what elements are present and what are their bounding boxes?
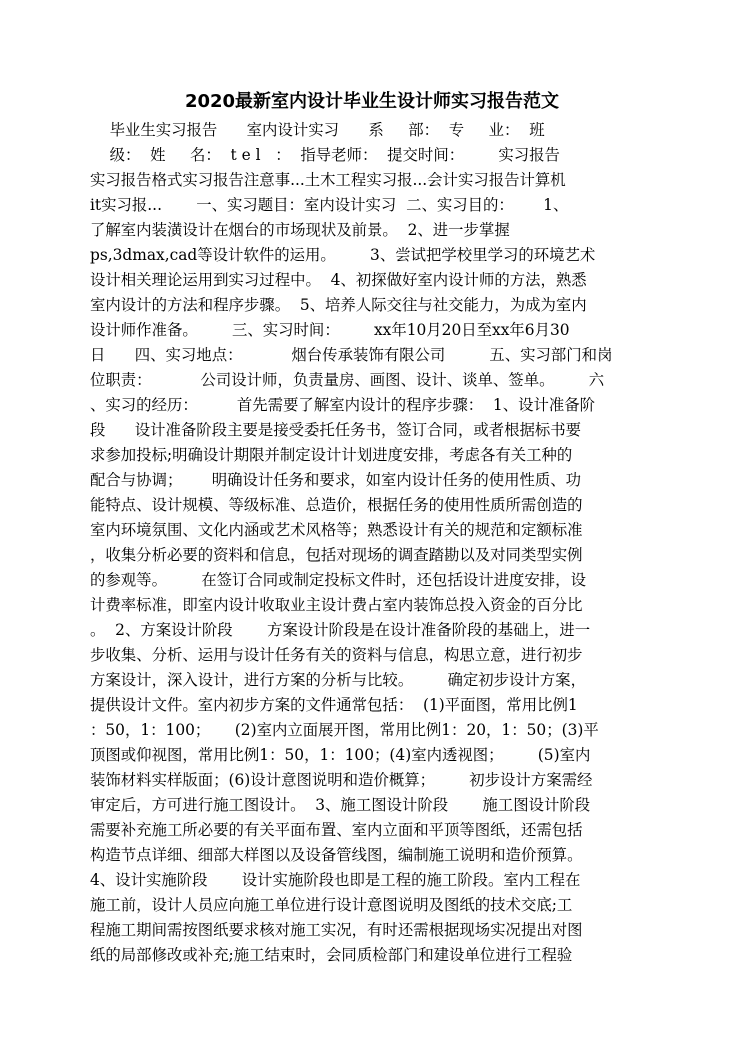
body-line: ，收集分析必要的资料和信息，包括对现场的调查踏勘以及对同类型实例 [90,546,583,564]
body-line: 段 设计准备阶段主要是接受委托任务书，签订合同，或者根据标书要 [90,421,582,439]
body-line: 室内环境氛围、文化内涵或艺术风格等；熟悉设计有关的规范和定额标准 [90,521,583,539]
body-line: 纸的局部修改或补充;施工结束时，会同质检部门和建设单位进行工程验 [90,946,573,964]
body-line: 实习报告格式实习报告注意事...土木工程实习报...会计实习报告计算机 [90,171,566,189]
body-line: 审定后，方可进行施工图设计。 3、施工图设计阶段 施工图设计阶段 [90,796,591,814]
document-title: 2020最新室内设计毕业生设计师实习报告范文 [184,91,560,112]
body-line: 构造节点详细、细部大样图以及设备管线图，编制施工说明和造价预算。 [90,846,583,864]
body-line: 步收集、分析、运用与设计任务有关的资料与信息，构思立意，进行初步 [90,646,583,664]
body-line: 配合与协调； 明确设计任务和要求，如室内设计任务的使用性质、功 [90,471,582,489]
body-line: 级： 姓 名： t e l ： 指导老师： 提交时间： 实习报告 [90,146,560,164]
body-line: ps,3dmax,cad等设计软件的运用。 3、尝试把学校里学习的环境艺术 [90,246,596,264]
body-line: 设计师作准备。 三、实习时间： xx年10月20日至xx年6月30 [90,321,570,339]
body-line: 需要补充施工所必要的有关平面布置、室内立面和平顶等图纸，还需包括 [90,821,583,839]
body-line: 4、设计实施阶段 设计实施阶段也即是工程的施工阶段。室内工程在 [90,871,581,889]
body-line: 位职责： 公司设计师，负责量房、画图、设计、谈单、签单。 六 [90,371,605,389]
body-line: 日 四、实习地点： 烟台传承装饰有限公司 五、实习部门和岗 [90,346,613,364]
body-line: 顶图或仰视图，常用比例1：50，1：100；(4)室内透视图； (5)室内 [90,746,591,764]
body-line: 程施工期间需按图纸要求核对施工实况，有时还需根据现场实况提出对图 [90,921,583,939]
body-line: 施工前，设计人员应向施工单位进行设计意图说明及图纸的技术交底;工 [90,896,573,914]
document-body [90,118,660,968]
body-line: 室内设计的方法和程序步骤。 5、培养人际交往与社交能力，为成为室内 [90,296,587,314]
body-line: 装饰材料实样版面；(6)设计意图说明和造价概算； 初步设计方案需经 [90,771,593,789]
body-line: it实习报... 一、实习题目：室内设计实习 二、实习目的： 1、 [90,196,569,214]
body-line: 计费率标准，即室内设计收取业主设计费占室内装饰总投入资金的百分比 [90,596,583,614]
body-line: 。 2、方案设计阶段 方案设计阶段是在设计准备阶段的基础上，进一 [90,621,591,639]
body-line: 设计相关理论运用到实习过程中。 4、初探做好室内设计师的方法，熟悉 [90,271,587,289]
body-line: 毕业生实习报告 室内设计实习 系 部： 专 业： 班 [90,121,545,139]
body-line: ：50，1：100； (2)室内立面展开图，常用比例1：20，1：50；(3)平 [90,721,599,739]
body-line: 了解室内装潢设计在烟台的市场现状及前景。 2、进一步掌握 [90,221,510,239]
body-line: 能特点、设计规模、等级标准、总造价，根据任务的使用性质所需创造的 [90,496,583,514]
body-line: 方案设计，深入设计，进行方案的分析与比较。 确定初步设计方案， [90,671,586,689]
body-line: 提供设计文件。室内初步方案的文件通常包括： (1)平面图，常用比例1 [90,696,578,714]
body-line: 求参加投标;明确设计期限并制定设计计划进度安排，考虑各有关工种的 [90,446,573,464]
body-line: 、实习的经历： 首先需要了解室内设计的程序步骤： 1、设计准备阶 [90,396,596,414]
body-line: 的参观等。 在签订合同或制定投标文件时，还包括设计进度安排，设 [90,571,586,589]
